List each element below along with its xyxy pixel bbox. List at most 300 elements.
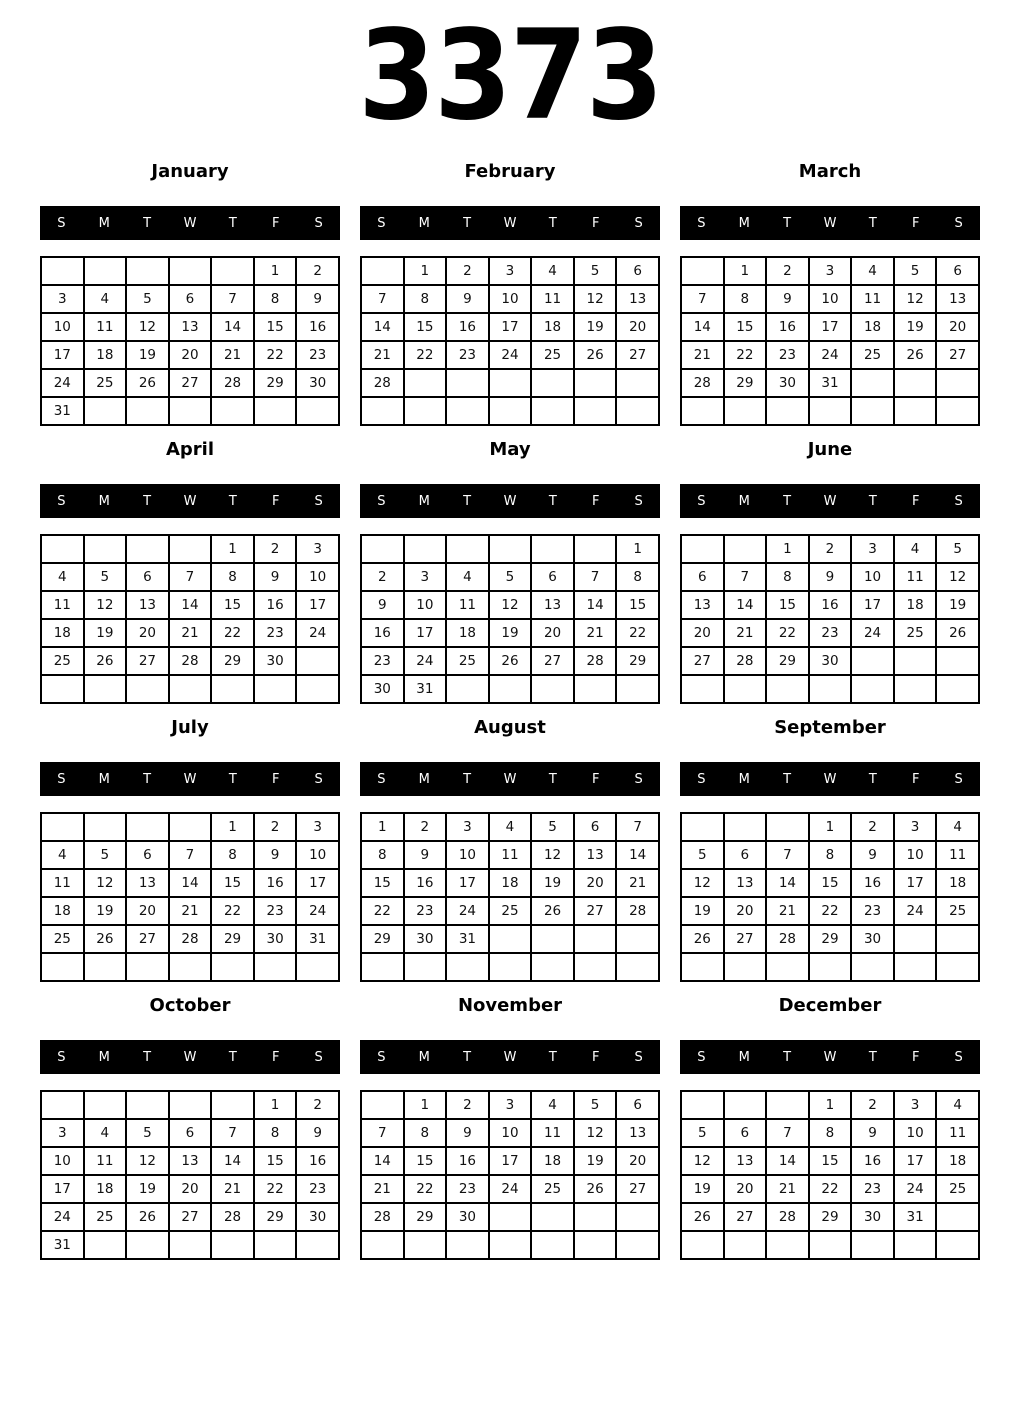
week-row xyxy=(681,535,979,563)
day-cell: 17 xyxy=(489,1147,532,1175)
day-cell xyxy=(616,369,659,397)
day-cell: 26 xyxy=(574,341,617,369)
weekday-label: S xyxy=(57,215,66,231)
day-cell: 25 xyxy=(936,897,979,925)
day-cell xyxy=(404,1231,447,1259)
day-cell: 11 xyxy=(936,841,979,869)
day-cell: 16 xyxy=(809,591,852,619)
day-cell: 14 xyxy=(766,869,809,897)
day-cell: 18 xyxy=(851,313,894,341)
weekday-label: F xyxy=(911,215,920,231)
day-cell xyxy=(254,953,297,981)
day-cell: 13 xyxy=(616,285,659,313)
week-row xyxy=(361,925,659,953)
week-row xyxy=(681,1119,979,1147)
week-row xyxy=(361,1091,659,1119)
weekday-label: S xyxy=(314,493,323,509)
day-cell: 3 xyxy=(489,257,532,285)
day-cell: 15 xyxy=(616,591,659,619)
day-cell xyxy=(851,369,894,397)
day-cell: 22 xyxy=(254,1175,297,1203)
month xyxy=(360,716,660,982)
weekday-label: F xyxy=(911,493,920,509)
month xyxy=(40,438,340,704)
day-cell: 29 xyxy=(766,647,809,675)
day-cell xyxy=(766,1091,809,1119)
calendar-grid xyxy=(40,1090,340,1260)
day-cell: 7 xyxy=(616,813,659,841)
day-cell xyxy=(169,397,212,425)
day-cell xyxy=(169,953,212,981)
day-cell: 4 xyxy=(936,1091,979,1119)
day-cell: 19 xyxy=(126,1175,169,1203)
day-cell: 6 xyxy=(724,841,767,869)
day-cell: 23 xyxy=(254,619,297,647)
week-row xyxy=(681,1203,979,1231)
day-cell: 20 xyxy=(936,313,979,341)
day-cell: 19 xyxy=(84,619,127,647)
day-cell: 18 xyxy=(41,897,84,925)
day-cell xyxy=(211,397,254,425)
day-cell: 18 xyxy=(84,1175,127,1203)
week-row xyxy=(41,1091,339,1119)
day-cell: 28 xyxy=(574,647,617,675)
day-cell xyxy=(169,1231,212,1259)
weekday-label: F xyxy=(271,771,280,787)
day-cell xyxy=(446,1231,489,1259)
day-cell: 31 xyxy=(894,1203,937,1231)
day-cell: 21 xyxy=(616,869,659,897)
weekday-label: T xyxy=(548,1049,557,1065)
weekday-label: T xyxy=(868,1049,877,1065)
day-cell: 10 xyxy=(894,1119,937,1147)
day-cell xyxy=(851,1231,894,1259)
weekday-label: W xyxy=(503,215,517,231)
day-cell: 4 xyxy=(851,257,894,285)
day-cell xyxy=(936,1231,979,1259)
weekday-label: S xyxy=(377,215,386,231)
day-cell: 26 xyxy=(936,619,979,647)
day-cell: 13 xyxy=(724,1147,767,1175)
day-cell: 10 xyxy=(489,1119,532,1147)
week-row xyxy=(41,925,339,953)
calendar-grid xyxy=(360,256,660,426)
week-row xyxy=(681,591,979,619)
day-cell: 15 xyxy=(211,869,254,897)
day-cell xyxy=(894,925,937,953)
day-cell xyxy=(126,953,169,981)
day-cell: 6 xyxy=(724,1119,767,1147)
day-cell xyxy=(41,953,84,981)
day-cell: 12 xyxy=(126,313,169,341)
day-cell: 12 xyxy=(489,591,532,619)
weekday-label: S xyxy=(57,493,66,509)
day-cell xyxy=(446,535,489,563)
day-cell xyxy=(936,675,979,703)
day-cell: 22 xyxy=(809,1175,852,1203)
day-cell: 4 xyxy=(84,1119,127,1147)
day-cell: 18 xyxy=(936,869,979,897)
day-cell: 6 xyxy=(126,841,169,869)
weekday-label: T xyxy=(463,215,472,231)
day-cell: 19 xyxy=(84,897,127,925)
weekday-label: S xyxy=(634,493,643,509)
weekday-label: S xyxy=(954,1049,963,1065)
day-cell xyxy=(254,397,297,425)
day-cell xyxy=(531,925,574,953)
weekday-label: M xyxy=(738,215,750,231)
day-cell xyxy=(41,1091,84,1119)
day-cell: 30 xyxy=(254,647,297,675)
day-cell xyxy=(894,1231,937,1259)
day-cell xyxy=(126,1091,169,1119)
day-cell: 22 xyxy=(254,341,297,369)
day-cell: 26 xyxy=(531,897,574,925)
day-cell: 23 xyxy=(446,341,489,369)
day-cell: 17 xyxy=(489,313,532,341)
week-row xyxy=(361,1203,659,1231)
day-cell: 2 xyxy=(851,1091,894,1119)
weekday-label: S xyxy=(377,1049,386,1065)
weekday-label: F xyxy=(271,215,280,231)
day-cell: 13 xyxy=(126,869,169,897)
month-title: May xyxy=(489,439,531,460)
day-cell: 14 xyxy=(766,1147,809,1175)
day-cell: 29 xyxy=(211,647,254,675)
day-cell: 9 xyxy=(446,1119,489,1147)
day-cell xyxy=(681,1231,724,1259)
day-cell: 20 xyxy=(681,619,724,647)
day-cell xyxy=(681,953,724,981)
day-cell: 10 xyxy=(296,563,339,591)
day-cell: 16 xyxy=(296,1147,339,1175)
day-cell: 18 xyxy=(84,341,127,369)
day-cell: 8 xyxy=(404,285,447,313)
day-cell xyxy=(894,397,937,425)
day-cell: 3 xyxy=(296,813,339,841)
day-cell: 11 xyxy=(489,841,532,869)
day-cell xyxy=(84,397,127,425)
week-row xyxy=(41,257,339,285)
weekday-label: T xyxy=(143,215,152,231)
weekday-label: T xyxy=(868,771,877,787)
day-cell xyxy=(84,1091,127,1119)
day-cell: 14 xyxy=(574,591,617,619)
day-cell: 2 xyxy=(254,813,297,841)
week-row xyxy=(361,1119,659,1147)
weekday-label: S xyxy=(57,771,66,787)
day-cell: 11 xyxy=(41,591,84,619)
day-cell: 13 xyxy=(126,591,169,619)
day-cell: 3 xyxy=(41,1119,84,1147)
day-cell xyxy=(894,675,937,703)
day-cell: 27 xyxy=(616,341,659,369)
day-cell: 2 xyxy=(446,1091,489,1119)
day-cell: 1 xyxy=(809,1091,852,1119)
day-cell xyxy=(84,675,127,703)
day-cell: 9 xyxy=(296,285,339,313)
day-cell: 5 xyxy=(574,1091,617,1119)
day-cell xyxy=(361,1231,404,1259)
day-cell: 27 xyxy=(681,647,724,675)
weekday-label: M xyxy=(738,1049,750,1065)
weekday-label: F xyxy=(271,1049,280,1065)
day-cell: 12 xyxy=(84,591,127,619)
day-cell: 22 xyxy=(404,1175,447,1203)
day-cell: 5 xyxy=(126,285,169,313)
weekday-label: S xyxy=(634,215,643,231)
day-cell: 27 xyxy=(724,925,767,953)
day-cell: 1 xyxy=(211,535,254,563)
day-cell: 22 xyxy=(766,619,809,647)
day-cell: 16 xyxy=(446,313,489,341)
month-title: September xyxy=(774,717,886,738)
day-cell: 29 xyxy=(724,369,767,397)
day-cell: 24 xyxy=(296,619,339,647)
day-cell xyxy=(211,953,254,981)
day-cell: 1 xyxy=(766,535,809,563)
day-cell: 27 xyxy=(936,341,979,369)
week-row xyxy=(41,897,339,925)
day-cell xyxy=(211,675,254,703)
day-cell: 30 xyxy=(851,1203,894,1231)
day-cell: 8 xyxy=(809,1119,852,1147)
day-cell: 29 xyxy=(809,1203,852,1231)
week-row xyxy=(681,869,979,897)
day-cell xyxy=(936,925,979,953)
day-cell: 18 xyxy=(446,619,489,647)
day-cell: 12 xyxy=(574,285,617,313)
month xyxy=(680,438,980,704)
week-row xyxy=(361,647,659,675)
weekday-label: M xyxy=(418,1049,430,1065)
day-cell: 24 xyxy=(446,897,489,925)
weekday-label: W xyxy=(183,1049,197,1065)
day-cell xyxy=(851,675,894,703)
day-cell xyxy=(361,1091,404,1119)
week-row xyxy=(681,925,979,953)
day-cell xyxy=(84,1231,127,1259)
week-row xyxy=(681,285,979,313)
day-cell: 15 xyxy=(809,1147,852,1175)
day-cell: 23 xyxy=(296,341,339,369)
day-cell: 10 xyxy=(446,841,489,869)
day-cell: 17 xyxy=(41,1175,84,1203)
day-cell: 7 xyxy=(361,1119,404,1147)
day-cell: 4 xyxy=(894,535,937,563)
day-cell: 26 xyxy=(574,1175,617,1203)
day-cell: 20 xyxy=(126,619,169,647)
day-cell: 5 xyxy=(531,813,574,841)
day-cell: 28 xyxy=(766,925,809,953)
day-cell: 28 xyxy=(616,897,659,925)
day-cell: 14 xyxy=(681,313,724,341)
day-cell: 7 xyxy=(724,563,767,591)
calendar-grid xyxy=(360,812,660,982)
week-row xyxy=(41,1175,339,1203)
day-cell: 22 xyxy=(404,341,447,369)
weekday-header-bar xyxy=(680,762,980,796)
day-cell: 25 xyxy=(851,341,894,369)
day-cell: 16 xyxy=(851,869,894,897)
day-cell xyxy=(41,257,84,285)
day-cell: 2 xyxy=(254,535,297,563)
day-cell: 10 xyxy=(809,285,852,313)
day-cell: 6 xyxy=(126,563,169,591)
day-cell xyxy=(169,535,212,563)
day-cell: 15 xyxy=(809,869,852,897)
weekday-label: W xyxy=(503,493,517,509)
day-cell: 9 xyxy=(254,841,297,869)
day-cell: 29 xyxy=(254,369,297,397)
weekday-label: T xyxy=(143,493,152,509)
day-cell xyxy=(809,675,852,703)
weekday-label: M xyxy=(738,493,750,509)
day-cell: 23 xyxy=(361,647,404,675)
day-cell: 4 xyxy=(446,563,489,591)
week-row xyxy=(681,897,979,925)
day-cell: 12 xyxy=(84,869,127,897)
day-cell: 20 xyxy=(531,619,574,647)
day-cell xyxy=(404,369,447,397)
day-cell: 31 xyxy=(41,1231,84,1259)
day-cell: 9 xyxy=(766,285,809,313)
day-cell: 18 xyxy=(41,619,84,647)
day-cell xyxy=(489,369,532,397)
month-title: December xyxy=(778,995,882,1016)
day-cell: 20 xyxy=(574,869,617,897)
day-cell xyxy=(894,953,937,981)
day-cell: 26 xyxy=(894,341,937,369)
day-cell: 12 xyxy=(936,563,979,591)
day-cell: 28 xyxy=(169,647,212,675)
day-cell: 30 xyxy=(254,925,297,953)
day-cell xyxy=(766,397,809,425)
day-cell: 17 xyxy=(296,591,339,619)
day-cell xyxy=(211,257,254,285)
day-cell: 10 xyxy=(894,841,937,869)
day-cell xyxy=(489,925,532,953)
week-row xyxy=(361,1147,659,1175)
day-cell: 13 xyxy=(574,841,617,869)
day-cell: 4 xyxy=(531,257,574,285)
day-cell xyxy=(446,953,489,981)
day-cell: 28 xyxy=(211,1203,254,1231)
day-cell xyxy=(404,953,447,981)
day-cell: 28 xyxy=(361,1203,404,1231)
day-cell: 25 xyxy=(41,647,84,675)
day-cell: 21 xyxy=(681,341,724,369)
day-cell: 3 xyxy=(894,1091,937,1119)
day-cell: 5 xyxy=(126,1119,169,1147)
day-cell: 15 xyxy=(254,1147,297,1175)
week-row xyxy=(361,535,659,563)
day-cell: 7 xyxy=(681,285,724,313)
day-cell: 9 xyxy=(404,841,447,869)
day-cell: 19 xyxy=(936,591,979,619)
day-cell: 9 xyxy=(851,841,894,869)
week-row xyxy=(361,841,659,869)
weekday-label: S xyxy=(954,493,963,509)
day-cell xyxy=(894,647,937,675)
day-cell: 4 xyxy=(531,1091,574,1119)
day-cell: 6 xyxy=(936,257,979,285)
day-cell: 2 xyxy=(766,257,809,285)
day-cell: 7 xyxy=(169,841,212,869)
weekday-label: S xyxy=(314,771,323,787)
week-row xyxy=(41,535,339,563)
calendar-grid xyxy=(360,534,660,704)
day-cell: 21 xyxy=(211,341,254,369)
day-cell: 24 xyxy=(296,897,339,925)
day-cell: 21 xyxy=(361,341,404,369)
day-cell: 19 xyxy=(531,869,574,897)
year-title: 3373 xyxy=(358,4,662,148)
weekday-label: S xyxy=(954,215,963,231)
week-row xyxy=(41,953,339,981)
week-row xyxy=(361,397,659,425)
day-cell: 29 xyxy=(254,1203,297,1231)
day-cell: 7 xyxy=(574,563,617,591)
day-cell: 8 xyxy=(616,563,659,591)
day-cell: 16 xyxy=(296,313,339,341)
day-cell: 11 xyxy=(936,1119,979,1147)
weekday-label: T xyxy=(548,771,557,787)
day-cell: 14 xyxy=(361,1147,404,1175)
week-row xyxy=(681,1147,979,1175)
day-cell xyxy=(296,953,339,981)
day-cell: 5 xyxy=(681,1119,724,1147)
day-cell xyxy=(169,813,212,841)
day-cell: 24 xyxy=(894,897,937,925)
day-cell xyxy=(446,369,489,397)
day-cell: 10 xyxy=(404,591,447,619)
day-cell: 22 xyxy=(724,341,767,369)
day-cell: 8 xyxy=(404,1119,447,1147)
weekday-label: W xyxy=(183,215,197,231)
weekday-label: S xyxy=(314,215,323,231)
day-cell: 29 xyxy=(616,647,659,675)
week-row xyxy=(361,1175,659,1203)
day-cell xyxy=(851,397,894,425)
day-cell: 26 xyxy=(489,647,532,675)
day-cell: 23 xyxy=(446,1175,489,1203)
month-title: July xyxy=(171,717,209,738)
week-row xyxy=(41,1119,339,1147)
months-grid xyxy=(0,140,1020,1260)
day-cell xyxy=(361,953,404,981)
week-row xyxy=(681,369,979,397)
day-cell xyxy=(851,953,894,981)
day-cell xyxy=(84,257,127,285)
day-cell xyxy=(766,1231,809,1259)
calendar-grid xyxy=(680,256,980,426)
month-title: February xyxy=(464,161,556,182)
day-cell: 31 xyxy=(809,369,852,397)
day-cell: 25 xyxy=(936,1175,979,1203)
day-cell: 27 xyxy=(126,647,169,675)
day-cell: 25 xyxy=(489,897,532,925)
day-cell: 29 xyxy=(361,925,404,953)
day-cell: 24 xyxy=(489,341,532,369)
weekday-label: W xyxy=(183,493,197,509)
day-cell: 17 xyxy=(404,619,447,647)
day-cell: 26 xyxy=(681,925,724,953)
day-cell: 30 xyxy=(446,1203,489,1231)
day-cell: 27 xyxy=(169,369,212,397)
day-cell: 17 xyxy=(446,869,489,897)
day-cell: 11 xyxy=(851,285,894,313)
